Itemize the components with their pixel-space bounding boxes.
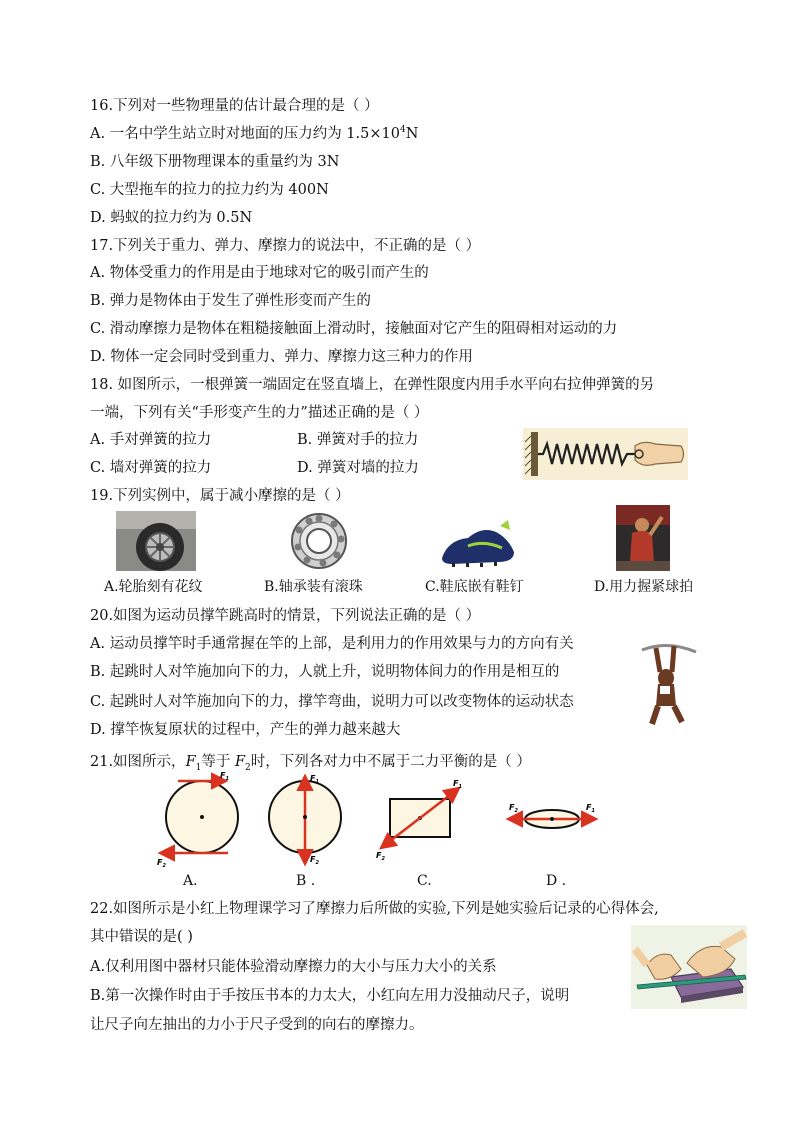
- svg-text:F1: [586, 803, 595, 814]
- q21-f2-sub: 2: [245, 762, 251, 773]
- q20-option-d: D. 撑竿恢复原状的过程中，产生的弹力越来越大: [90, 722, 401, 738]
- q16-option-d: D. 蚂蚁的拉力约为 0.5N: [90, 210, 253, 226]
- q20-option-a: A. 运动员撑竿时手通常握在竿的上部，是利用力的作用效果与力的方向有关: [90, 636, 574, 652]
- diagram-a: [157, 772, 238, 869]
- q22-stem-line2: 其中错误的是( ): [90, 929, 193, 945]
- q18-option-c: C. 墙对弹簧的拉力: [90, 460, 212, 476]
- q17-option-b: B. 弹力是物体由于发生了弹性形变而产生的: [90, 293, 371, 309]
- wall: [531, 432, 538, 476]
- q21-f1-sub: 1: [195, 762, 202, 773]
- q20-stem: 20.如图为运动员撑竿跳高时的情景，下列说法正确的是（ ）: [90, 608, 481, 624]
- diagram-c: [376, 779, 462, 862]
- diagram-a-f1-label: F: [220, 772, 226, 780]
- q16-option-b: B. 八年级下册物理课本的重量约为 3N: [90, 154, 340, 170]
- diagram-b-f2-label: F: [310, 855, 316, 864]
- diagram-c-f2-sub: 2: [381, 856, 385, 862]
- q18-option-a: A. 手对弹簧的拉力: [90, 432, 212, 448]
- tire-image: [116, 511, 196, 571]
- q21-stem-end: 时，下列各对力中不属于二力平衡的是（ ）: [250, 754, 531, 770]
- q21-caption-b: B .: [296, 873, 316, 889]
- q17-option-c: C. 滑动摩擦力是物体在粗糙接触面上滑动时，接触面对它产生的阻碍相对运动的力: [90, 321, 618, 337]
- svg-text:F2: [376, 851, 385, 862]
- q20-option-c: C. 起跳时人对竿施加向下的力，撑竿弯曲，说明力可以改变物体的运动状态: [90, 694, 574, 710]
- diagram-c-f1-label: F: [453, 779, 459, 788]
- q18-stem-line2: 一端，下列有关“手形变产生的力”描述正确的是（ ）: [90, 405, 429, 421]
- diagram-a-f1-sub: 1: [225, 776, 229, 782]
- q16-option-a-unit: N: [405, 126, 419, 142]
- q19-caption-c: C.鞋底嵌有鞋钉: [425, 579, 524, 595]
- q20-option-b: B. 起跳时人对竿施加向下的力，人就上升，说明物体间力的作用是相互的: [90, 664, 560, 680]
- q16-option-c: C. 大型拖车的拉力的拉力约为 400N: [90, 182, 329, 198]
- q16-option-a: [90, 124, 418, 144]
- q19-caption-a: A.轮胎刻有花纹: [104, 579, 203, 595]
- diagram-d: [508, 803, 596, 828]
- q21-f1: F: [185, 754, 196, 770]
- q21-caption-c: C.: [417, 873, 432, 889]
- q19-stem: 19.下列实例中，属于减小摩擦的是（ ）: [90, 488, 350, 504]
- diagram-b-f1-sub: 1: [315, 779, 319, 785]
- q21-f2: F: [234, 754, 246, 770]
- q21-caption-a: A.: [183, 873, 198, 889]
- book-ruler-figure: [631, 925, 747, 1009]
- diagram-b-f1-label: F: [310, 774, 316, 783]
- force-diagrams: [150, 772, 610, 870]
- diagram-d-f1-label: F: [586, 803, 592, 812]
- q17-option-d: D. 物体一定会同时受到重力、弹力、摩擦力这三种力的作用: [90, 349, 473, 365]
- pole-vault-figure: [638, 636, 698, 726]
- q21-stem-mid: 等于: [201, 754, 235, 770]
- diagram-c-f2-label: F: [376, 851, 382, 860]
- bearing-image: [288, 511, 350, 571]
- q19-caption-b: B.轴承装有滚珠: [264, 579, 363, 595]
- diagram-d-f1-sub: 1: [591, 808, 595, 814]
- q18-option-b: B. 弹簧对手的拉力: [297, 432, 419, 448]
- svg-text:F2: [310, 855, 319, 866]
- spiked-shoe-image: [438, 518, 518, 570]
- racket-grip-image: [616, 505, 670, 571]
- q19-caption-d: D.用力握紧球拍: [594, 579, 694, 595]
- diagram-b: [269, 774, 341, 866]
- q17-option-a: A. 物体受重力的作用是由于地球对它的吸引而产生的: [90, 265, 429, 281]
- q16-option-a-text: A. 一名中学生站立时对地面的压力约为 1.5×10: [90, 126, 400, 142]
- q16-stem: 16.下列对一些物理量的估计最合理的是（ ）: [90, 98, 379, 114]
- q18-stem-line1: 18. 如图所示，一根弹簧一端固定在竖直墙上，在弹性限度内用手水平向右拉伸弹簧的另: [90, 377, 655, 393]
- diagram-a-f2-sub: 2: [162, 863, 166, 869]
- q21-caption-d: D .: [546, 873, 567, 889]
- diagram-c-f1-sub: 1: [458, 784, 462, 790]
- diagram-b-f2-sub: 2: [315, 860, 319, 866]
- spring-figure: [523, 428, 688, 480]
- diagram-d-f2-sub: 2: [514, 808, 518, 814]
- q22-option-b-line2: 让尺子向左抽出的力小于尺子受到的向右的摩擦力。: [90, 1017, 424, 1033]
- q16-option-a-exponent: 4: [399, 125, 406, 136]
- q22-stem-line1: 22.如图所示是小红上物理课学习了摩擦力后所做的实验,下列是她实验后记录的心得体会,: [90, 901, 659, 917]
- q17-stem: 17.下列关于重力、弹力、摩擦力的说法中，不正确的是（ ）: [90, 238, 481, 254]
- q21-stem: [90, 752, 531, 772]
- q22-option-b-line1: B.第一次操作时由于手按压书本的力太大，小红向左用力没抽动尺子，说明: [90, 988, 570, 1004]
- diagram-a-f2-label: F: [157, 858, 163, 867]
- pole: [642, 645, 696, 652]
- q21-stem-start: 21.如图所示，: [90, 754, 186, 770]
- svg-text:F2: [509, 803, 518, 814]
- q22-option-a: A.仅利用图中器材只能体验滑动摩擦力的大小与压力大小的关系: [90, 959, 497, 975]
- svg-text:F2: [157, 858, 166, 869]
- diagram-d-f2-label: F: [509, 803, 515, 812]
- q18-option-d: D. 弹簧对墙的拉力: [297, 460, 419, 476]
